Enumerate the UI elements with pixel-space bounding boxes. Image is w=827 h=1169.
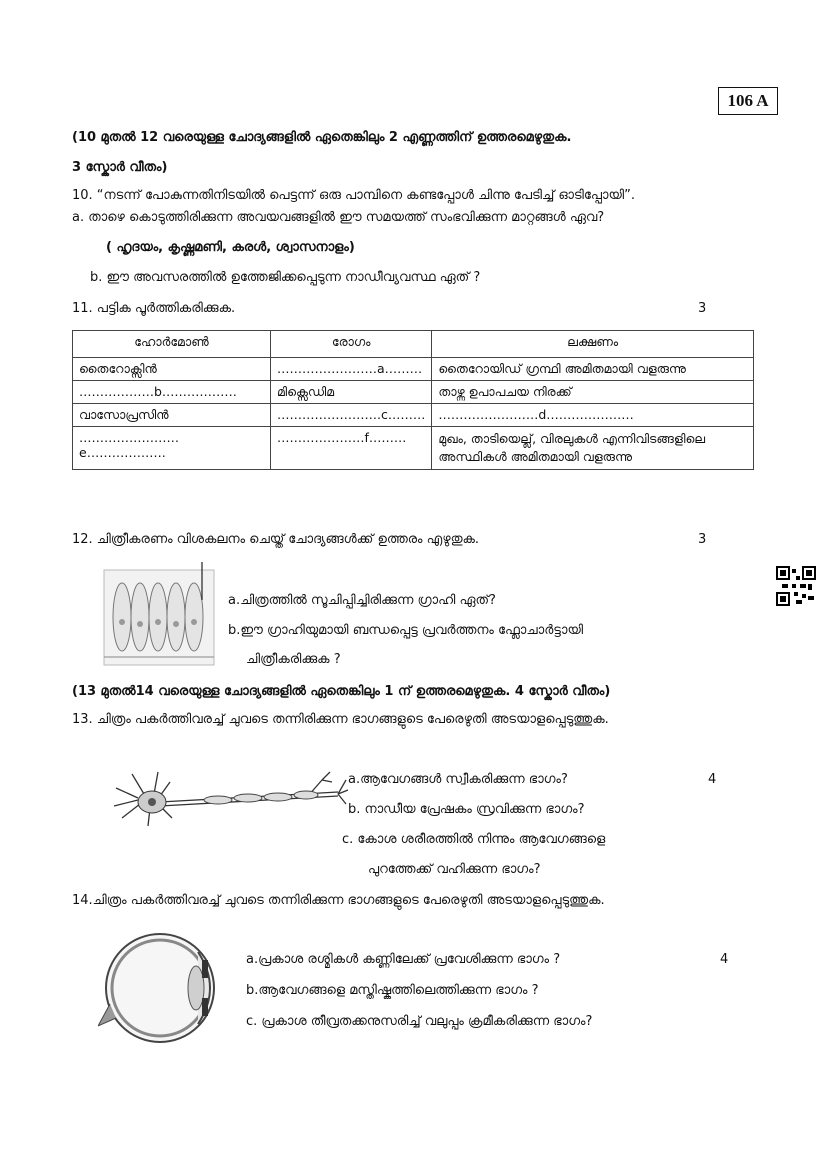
table-cell: ……………………a……… [271, 358, 432, 381]
qr-code-icon [776, 566, 816, 606]
table-cell: താഴ്ന്ന ഉപാപചയ നിരക്ക് [432, 381, 754, 404]
paper-code: 106 A [718, 87, 778, 115]
q11-text: 11. പട്ടിക പൂർത്തികരിക്കുക. [72, 301, 236, 316]
q13-text: 13. ചിത്രം പകർത്തിവരച്ച് ചുവടെ തന്നിരിക്കുന്ന ഭാഗങ്ങളുടെ പേരെഴുതി അടയാളപ്പെടുത്തുക. [72, 712, 609, 727]
table-row [73, 404, 754, 427]
q11-table [72, 330, 754, 470]
table-row [73, 427, 754, 470]
table-cell: …………………….c……… [271, 404, 432, 427]
section1-instruction: (10 മുതൽ 12 വരെയുള്ള ചോദ്യങ്ങളിൽ ഏതെങ്കിലും 2 എണ്ണത്തിന് ഉത്തരമെഴുതുക. [72, 130, 572, 145]
table-header: ഹോർമോൺ [73, 331, 271, 358]
q12-text: 12. ചിത്രീകരണം വിശകലനം ചെയ്ത് ചോദ്യങ്ങൾക്ക് ഉത്തരം എഴുതുക. [72, 532, 480, 547]
q14-text: 14.ചിത്രം പകർത്തിവരച്ച് ചുവടെ തന്നിരിക്കുന്ന ഭാഗങ്ങളുടെ പേരെഴുതി അടയാളപ്പെടുത്തുക. [72, 893, 605, 908]
q12-score: 3 [698, 532, 707, 547]
q13-c2: പുറത്തേക്ക് വഹിക്കുന്ന ഭാഗം? [368, 862, 541, 877]
table-cell: തൈറോയിഡ് ഗ്രന്ഥി അമിതമായി വളരുന്നു [432, 358, 754, 381]
table-header: ലക്ഷണം [432, 331, 754, 358]
table-header-row [73, 331, 754, 358]
q10-text: 10. “നടന്ന് പോകുന്നതിനിടയിൽ പെട്ടന്ന് ഒരു പാമ്പിനെ കണ്ടപ്പോൾ ചിന്നു പേടിച്ച് ഓടിപ്പോയി”. [72, 188, 635, 203]
q14-c: c. പ്രകാശ തീവ്രതക്കനുസരിച്ച് വലുപ്പം ക്രമീകരിക്കുന്ന ഭാഗം? [246, 1014, 593, 1029]
eye-figure [98, 930, 240, 1046]
q12-a: a.ചിത്രത്തിൽ സൂചിപ്പിച്ചിരിക്കുന്ന ഗ്രാഹി ഏത്? [228, 593, 496, 608]
q10-options: ( ഹൃദയം, കൃഷ്ണമണി, കരൾ, ശ്വാസനാളം) [106, 240, 355, 255]
table-cell: ………………b……………… [73, 381, 271, 404]
section2-instruction: (13 മുതൽ14 വരെയുള്ള ചോദ്യങ്ങളിൽ ഏതെങ്കിലും 1 ന് ഉത്തരമെഴുതുക. 4 സ്കോർ വീതം) [72, 684, 611, 699]
q11-score: 3 [698, 301, 707, 316]
section1-marks-note: 3 സ്കോർ വീതം) [72, 160, 168, 175]
q14-a: a.പ്രകാശ രശ്മികൾ കണ്ണിലേക്ക് പ്രവേശിക്കുന്ന ഭാഗം ? [246, 952, 561, 967]
neuron-figure [108, 768, 348, 834]
table-cell: …………………f……… [271, 427, 432, 470]
qr-code [776, 566, 816, 610]
q13-a: a.ആവേഗങ്ങൾ സ്വീകരിക്കുന്ന ഭാഗം? [348, 772, 568, 787]
table-cell: ……………………d………………… [432, 404, 754, 427]
table-cell: ……………………e………………. [73, 427, 271, 470]
table-cell: തൈറോക്സിൻ [73, 358, 271, 381]
table-header: രോഗം [271, 331, 432, 358]
table-cell: മുഖം, താടിയെല്ല്, വിരലുകൾ എന്നിവിടങ്ങളിലെ അസ്ഥികൾ അമിതമായി വളരുന്നു [432, 427, 754, 470]
table-cell: മിക്സെഡിമ [271, 381, 432, 404]
table-cell: വാസോപ്രസിൻ [73, 404, 271, 427]
q10-a: a. താഴെ കൊടുത്തിരിക്കുന്ന അവയവങ്ങളിൽ ഈ സമയത്ത് സംഭവിക്കുന്ന മാറ്റങ്ങൾ ഏവ? [72, 210, 605, 225]
q13-c: c. കോശ ശരീരത്തിൽ നിന്നും ആവേഗങ്ങളെ [342, 832, 606, 847]
q12-b: b.ഈ ഗ്രാഹിയുമായി ബന്ധപ്പെട്ട പ്രവർത്തനം ഫ്ലോചാർട്ടായി [228, 623, 584, 638]
receptor-figure [102, 562, 220, 670]
q14-b: b.ആവേഗങ്ങളെ മസ്തിഷ്കത്തിലെത്തിക്കുന്ന ഭാഗം ? [246, 983, 539, 998]
q13-score: 4 [708, 772, 717, 787]
table-row [73, 381, 754, 404]
table-row [73, 358, 754, 381]
q12-b2: ചിത്രീകരിക്കുക ? [246, 652, 341, 667]
q10-b: b. ഈ അവസരത്തിൽ ഉത്തേജിക്കപ്പെടുന്ന നാഡീവ്യവസ്ഥ ഏത് ? [90, 270, 481, 285]
q14-score: 4 [720, 952, 729, 967]
q13-b: b. നാഡീയ പ്രേഷകം സ്രവിക്കുന്ന ഭാഗം? [348, 802, 585, 817]
